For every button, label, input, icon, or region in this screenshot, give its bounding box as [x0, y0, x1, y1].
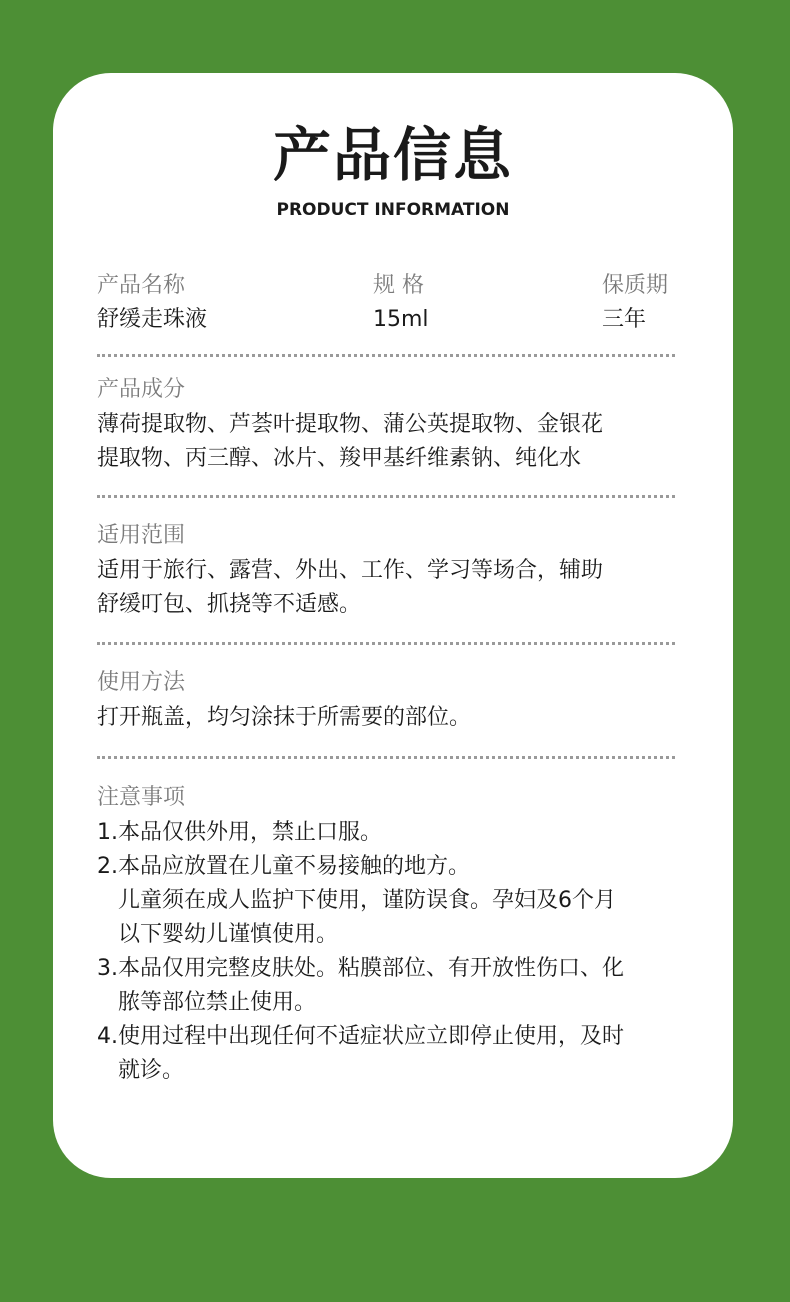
notice-number: 3.	[97, 956, 118, 981]
text-line: 适用于旅行、露营、外出、工作、学习等场合，辅助	[97, 558, 604, 583]
dotted-divider	[97, 495, 675, 498]
section-heading: 适用范围	[97, 523, 186, 548]
notice-number: 4.	[97, 1024, 118, 1049]
text-line: 舒缓叮包、抓挠等不适感。	[97, 592, 362, 617]
text-line: 打开瓶盖，均匀涂抹于所需要的部位。	[97, 705, 472, 730]
usage-scope-section	[97, 520, 697, 622]
spec-shelf-life	[602, 270, 668, 336]
text-line: 本品应放置在儿童不易接触的地方。	[118, 854, 471, 879]
text-line: 脓等部位禁止使用。	[118, 990, 317, 1015]
text-line: 儿童须在成人监护下使用，谨防误食。孕妇及6个月	[118, 888, 616, 913]
text-line: 就诊。	[118, 1058, 185, 1083]
section-heading: 产品成分	[97, 377, 186, 402]
dotted-divider	[97, 642, 675, 645]
usage-scope-text	[97, 554, 697, 622]
dotted-divider	[97, 756, 675, 759]
notice-text	[118, 1020, 697, 1088]
spec-size	[373, 270, 429, 336]
text-line: 本品仅供外用，禁止口服。	[118, 820, 383, 845]
notice-item	[97, 1020, 697, 1088]
notice-item	[97, 952, 697, 1020]
text-line: 薄荷提取物、芦荟叶提取物、蒲公英提取物、金银花	[97, 412, 604, 437]
notice-number: 1.	[97, 820, 118, 845]
spec-label: 保质期	[602, 273, 669, 298]
notice-text	[118, 850, 697, 952]
text-line: 使用过程中出现任何不适症状应立即停止使用，及时	[118, 1024, 625, 1049]
ingredients-section	[97, 374, 697, 476]
spec-value: 舒缓走珠液	[97, 307, 208, 332]
spec-value: 三年	[602, 307, 647, 332]
section-heading: 注意事项	[97, 785, 186, 810]
directions-section	[97, 667, 697, 735]
spec-label: 规 格	[373, 273, 424, 298]
section-heading: 使用方法	[97, 670, 186, 695]
product-info-card	[53, 73, 733, 1178]
spec-label: 产品名称	[97, 273, 186, 298]
page-subtitle: PRODUCT INFORMATION	[276, 200, 510, 220]
directions-text	[97, 701, 697, 735]
notice-item	[97, 850, 697, 952]
notice-text	[118, 952, 697, 1020]
dotted-divider	[97, 354, 675, 357]
notices-section	[97, 782, 697, 1088]
notices-list	[97, 816, 697, 1088]
ingredients-text	[97, 408, 697, 476]
text-line: 以下婴幼儿谨慎使用。	[118, 922, 339, 947]
notice-number: 2.	[97, 854, 118, 879]
spec-name	[97, 270, 207, 336]
text-line: 本品仅用完整皮肤处。粘膜部位、有开放性伤口、化	[118, 956, 625, 981]
notice-text	[118, 816, 697, 850]
page-title: 产品信息	[272, 121, 513, 189]
notice-item	[97, 816, 697, 850]
spec-value: 15ml	[373, 307, 429, 332]
text-line: 提取物、丙三醇、冰片、羧甲基纤维素钠、纯化水	[97, 446, 582, 471]
